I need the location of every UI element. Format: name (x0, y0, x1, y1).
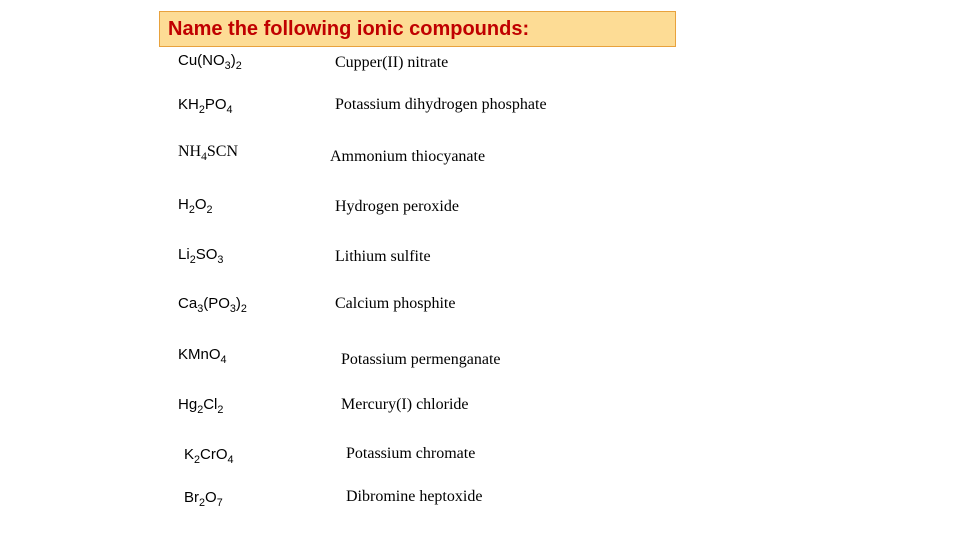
formula-subscript: 3 (224, 59, 231, 72)
formula-7 (178, 396, 224, 416)
compound-name-1: Potassium dihydrogen phosphate (335, 96, 547, 113)
formula-subscript: 2 (188, 203, 195, 216)
formula-subscript: 3 (229, 302, 236, 315)
formula-text: Br (184, 489, 199, 506)
formula-text: Cl (203, 396, 218, 413)
compound-name-6: Potassium permenganate (341, 351, 501, 368)
formula-0 (178, 52, 242, 72)
formula-text: (PO (203, 295, 230, 312)
compound-name-9: Dibromine heptoxide (346, 488, 483, 505)
formula-text: K (184, 446, 195, 463)
compound-name-8: Potassium chromate (346, 445, 476, 462)
formula-subscript: 3 (197, 302, 204, 315)
formula-text: Hg (178, 396, 198, 413)
formula-subscript: 4 (226, 103, 233, 116)
formula-text: NH (178, 143, 202, 160)
formula-text: ) (230, 52, 236, 69)
formula-subscript: 2 (206, 203, 213, 216)
compound-name-7: Mercury(I) chloride (341, 396, 469, 413)
formula-8 (184, 446, 234, 466)
compound-name-2: Ammonium thiocyanate (330, 148, 486, 165)
formula-subscript: 4 (220, 353, 227, 366)
formula-subscript: 2 (198, 103, 205, 116)
compound-name-0: Cupper(II) nitrate (335, 54, 449, 71)
formula-subscript: 2 (199, 496, 206, 509)
formula-1 (178, 96, 233, 116)
formula-text: KH (178, 96, 199, 113)
formula-subscript: 3 (217, 253, 224, 266)
formula-text: Cr (200, 446, 216, 463)
formula-text: H (178, 196, 189, 213)
formula-text: KMn (178, 346, 209, 363)
formula-text: Ca (178, 295, 198, 312)
formula-5 (178, 295, 247, 315)
formula-text: O (215, 446, 228, 463)
formula-subscript: 2 (189, 253, 196, 266)
formula-subscript: 2 (217, 403, 224, 416)
formula-subscript: 2 (235, 59, 242, 72)
formula-text: SCN (206, 143, 238, 160)
formula-2 (178, 143, 238, 164)
formula-text: O (205, 489, 217, 506)
title-box (159, 11, 676, 47)
compound-name-5: Calcium phosphite (335, 295, 456, 312)
formula-text: Li (178, 246, 190, 263)
formula-text: ) (235, 295, 241, 312)
compound-name-3: Hydrogen peroxide (335, 198, 459, 215)
formula-3 (178, 196, 213, 216)
formula-subscript: 2 (197, 403, 204, 416)
formula-text: PO (204, 96, 227, 113)
formula-text: O (208, 346, 221, 363)
page-title: Name the following ionic compounds: (168, 18, 530, 40)
formula-subscript: 4 (201, 151, 207, 164)
formula-4 (178, 246, 224, 266)
formula-text: SO (195, 246, 218, 263)
formula-subscript: 2 (240, 302, 247, 315)
formula-text: O (194, 196, 207, 213)
formula-subscript: 4 (227, 453, 234, 466)
formula-subscript: 2 (194, 453, 201, 466)
formula-subscript: 7 (216, 496, 223, 509)
formula-6 (178, 346, 227, 366)
formula-9 (184, 489, 223, 509)
compound-name-4: Lithium sulfite (335, 248, 431, 265)
formula-text: Cu(NO (178, 52, 225, 69)
